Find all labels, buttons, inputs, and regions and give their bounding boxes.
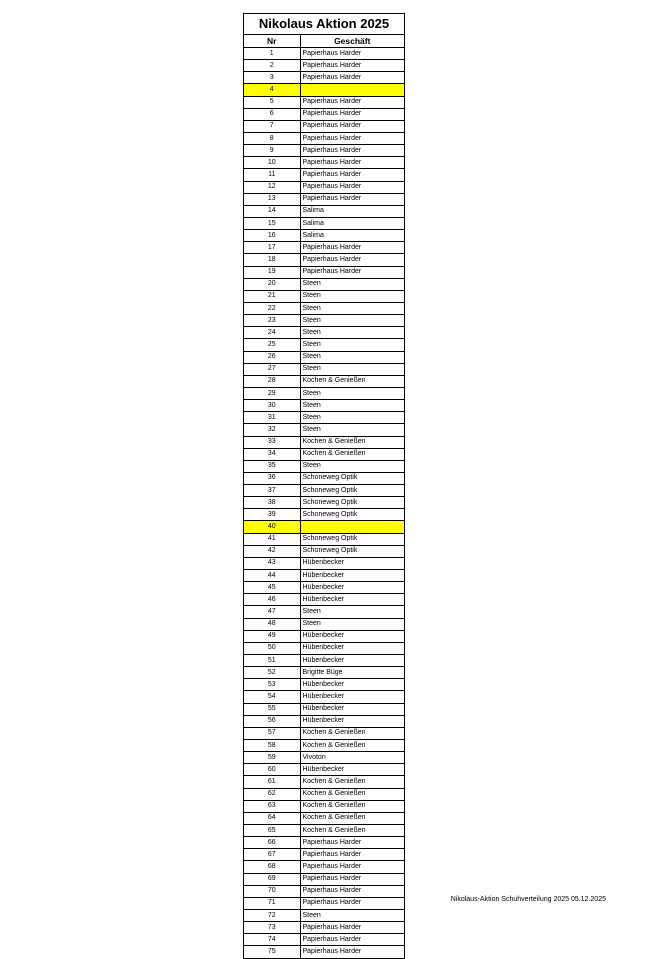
table-row bbox=[244, 533, 404, 545]
shop-name-cell: Steen bbox=[300, 618, 404, 630]
table-body bbox=[244, 48, 404, 958]
row-number-cell: 32 bbox=[244, 424, 300, 436]
shop-name-cell: Papierhaus Harder bbox=[300, 849, 404, 861]
row-number-cell: 60 bbox=[244, 764, 300, 776]
shop-name-cell: Hübenbecker bbox=[300, 642, 404, 654]
shop-name-cell: Brigitte Büge bbox=[300, 667, 404, 679]
shop-name-cell: Steen bbox=[300, 339, 404, 351]
shop-name-cell: Schoneweg Optik bbox=[300, 497, 404, 509]
table-row bbox=[244, 120, 404, 132]
shop-name-cell: Papierhaus Harder bbox=[300, 897, 404, 909]
row-number-cell: 18 bbox=[244, 254, 300, 266]
table-row bbox=[244, 387, 404, 399]
sheet-title: Nikolaus Aktion 2025 bbox=[244, 14, 404, 35]
shop-name-cell: Vivoton bbox=[300, 752, 404, 764]
table-row bbox=[244, 242, 404, 254]
table-row bbox=[244, 460, 404, 472]
table-row bbox=[244, 400, 404, 412]
shop-name-cell: Papierhaus Harder bbox=[300, 145, 404, 157]
table-row bbox=[244, 448, 404, 460]
row-number-cell: 44 bbox=[244, 570, 300, 582]
row-number-cell: 38 bbox=[244, 497, 300, 509]
column-header-shop: Geschäft bbox=[300, 35, 404, 48]
row-number-cell: 8 bbox=[244, 132, 300, 144]
table-row bbox=[244, 715, 404, 727]
row-number-cell: 19 bbox=[244, 266, 300, 278]
table-row bbox=[244, 497, 404, 509]
table-row bbox=[244, 315, 404, 327]
shop-name-cell: Steen bbox=[300, 400, 404, 412]
table-row bbox=[244, 618, 404, 630]
shop-name-cell: Kochen & Genießen bbox=[300, 800, 404, 812]
table-row bbox=[244, 48, 404, 60]
shop-name-cell: Papierhaus Harder bbox=[300, 266, 404, 278]
row-number-cell: 71 bbox=[244, 897, 300, 909]
shop-name-cell: Papierhaus Harder bbox=[300, 60, 404, 72]
table-row bbox=[244, 169, 404, 181]
table-row bbox=[244, 934, 404, 946]
row-number-cell: 24 bbox=[244, 327, 300, 339]
row-number-cell: 15 bbox=[244, 217, 300, 229]
table-row bbox=[244, 205, 404, 217]
distribution-sheet bbox=[243, 13, 405, 959]
row-number-cell: 47 bbox=[244, 606, 300, 618]
row-number-cell: 20 bbox=[244, 278, 300, 290]
shop-name-cell: Steen bbox=[300, 327, 404, 339]
table-row bbox=[244, 922, 404, 934]
table-row bbox=[244, 302, 404, 314]
row-number-cell: 56 bbox=[244, 715, 300, 727]
shop-name-cell: Hübenbecker bbox=[300, 557, 404, 569]
table-row bbox=[244, 254, 404, 266]
row-number-cell: 7 bbox=[244, 120, 300, 132]
row-number-cell: 37 bbox=[244, 485, 300, 497]
table-row bbox=[244, 679, 404, 691]
shop-name-cell: Hübenbecker bbox=[300, 570, 404, 582]
shop-name-cell: Steen bbox=[300, 412, 404, 424]
table-row bbox=[244, 108, 404, 120]
table-row bbox=[244, 727, 404, 739]
shop-name-cell: Schoneweg Optik bbox=[300, 485, 404, 497]
table-row bbox=[244, 873, 404, 885]
shop-name-cell: Papierhaus Harder bbox=[300, 922, 404, 934]
table-row bbox=[244, 424, 404, 436]
table-row bbox=[244, 145, 404, 157]
table-row bbox=[244, 594, 404, 606]
shop-name-cell: Hübenbecker bbox=[300, 582, 404, 594]
row-number-cell: 45 bbox=[244, 582, 300, 594]
shop-name-cell: Hübenbecker bbox=[300, 630, 404, 642]
table-row bbox=[244, 776, 404, 788]
table-row bbox=[244, 740, 404, 752]
shop-name-cell: Papierhaus Harder bbox=[300, 861, 404, 873]
table-row bbox=[244, 363, 404, 375]
row-number-cell: 11 bbox=[244, 169, 300, 181]
shop-name-cell: Schoneweg Optik bbox=[300, 533, 404, 545]
shop-name-cell: Kochen & Genießen bbox=[300, 740, 404, 752]
row-number-cell: 14 bbox=[244, 205, 300, 217]
shop-name-cell: Papierhaus Harder bbox=[300, 72, 404, 84]
table-row bbox=[244, 278, 404, 290]
row-number-cell: 21 bbox=[244, 290, 300, 302]
shop-name-cell: Schoneweg Optik bbox=[300, 472, 404, 484]
row-number-cell: 58 bbox=[244, 740, 300, 752]
shop-name-cell: Schoneweg Optik bbox=[300, 509, 404, 521]
shop-name-cell: Steen bbox=[300, 351, 404, 363]
shop-name-cell: Steen bbox=[300, 460, 404, 472]
shop-name-cell: Kochen & Genießen bbox=[300, 788, 404, 800]
table-row bbox=[244, 351, 404, 363]
row-number-cell: 6 bbox=[244, 108, 300, 120]
shop-name-cell: Papierhaus Harder bbox=[300, 934, 404, 946]
shop-name-cell: Steen bbox=[300, 302, 404, 314]
shop-name-cell: Kochen & Genießen bbox=[300, 727, 404, 739]
shop-name-cell: Steen bbox=[300, 290, 404, 302]
table-row bbox=[244, 375, 404, 387]
row-number-cell: 40 bbox=[244, 521, 300, 533]
table-row bbox=[244, 642, 404, 654]
row-number-cell: 10 bbox=[244, 157, 300, 169]
shop-name-cell: Salima bbox=[300, 230, 404, 242]
table-row bbox=[244, 485, 404, 497]
row-number-cell: 59 bbox=[244, 752, 300, 764]
table-row bbox=[244, 582, 404, 594]
shop-name-cell: Steen bbox=[300, 424, 404, 436]
shop-name-cell: Papierhaus Harder bbox=[300, 254, 404, 266]
table-row bbox=[244, 764, 404, 776]
shop-name-cell: Hübenbecker bbox=[300, 703, 404, 715]
table-row bbox=[244, 327, 404, 339]
shop-name-cell: Kochen & Genießen bbox=[300, 448, 404, 460]
row-number-cell: 22 bbox=[244, 302, 300, 314]
row-number-cell: 70 bbox=[244, 885, 300, 897]
shop-name-cell: Hübenbecker bbox=[300, 691, 404, 703]
shop-name-cell: Papierhaus Harder bbox=[300, 108, 404, 120]
row-number-cell: 34 bbox=[244, 448, 300, 460]
column-header-nr: Nr bbox=[244, 35, 300, 48]
row-number-cell: 67 bbox=[244, 849, 300, 861]
table-row bbox=[244, 84, 404, 96]
row-number-cell: 61 bbox=[244, 776, 300, 788]
row-number-cell: 39 bbox=[244, 509, 300, 521]
table-row bbox=[244, 606, 404, 618]
row-number-cell: 68 bbox=[244, 861, 300, 873]
row-number-cell: 12 bbox=[244, 181, 300, 193]
table-row bbox=[244, 193, 404, 205]
table-row bbox=[244, 72, 404, 84]
table-row bbox=[244, 812, 404, 824]
row-number-cell: 63 bbox=[244, 800, 300, 812]
row-number-cell: 3 bbox=[244, 72, 300, 84]
shop-name-cell: Kochen & Genießen bbox=[300, 375, 404, 387]
row-number-cell: 42 bbox=[244, 545, 300, 557]
shop-name-cell bbox=[300, 521, 404, 533]
shop-name-cell: Papierhaus Harder bbox=[300, 48, 404, 60]
table-row bbox=[244, 521, 404, 533]
shop-name-cell: Steen bbox=[300, 278, 404, 290]
row-number-cell: 46 bbox=[244, 594, 300, 606]
shop-name-cell: Kochen & Genießen bbox=[300, 776, 404, 788]
row-number-cell: 62 bbox=[244, 788, 300, 800]
row-number-cell: 49 bbox=[244, 630, 300, 642]
row-number-cell: 13 bbox=[244, 193, 300, 205]
shop-name-cell: Papierhaus Harder bbox=[300, 885, 404, 897]
table-header-row bbox=[244, 35, 404, 48]
table-row bbox=[244, 132, 404, 144]
row-number-cell: 9 bbox=[244, 145, 300, 157]
distribution-table bbox=[244, 35, 404, 958]
shop-name-cell: Papierhaus Harder bbox=[300, 132, 404, 144]
table-row bbox=[244, 849, 404, 861]
row-number-cell: 26 bbox=[244, 351, 300, 363]
row-number-cell: 33 bbox=[244, 436, 300, 448]
row-number-cell: 65 bbox=[244, 825, 300, 837]
shop-name-cell: Hübenbecker bbox=[300, 594, 404, 606]
shop-name-cell: Steen bbox=[300, 315, 404, 327]
table-row bbox=[244, 691, 404, 703]
row-number-cell: 23 bbox=[244, 315, 300, 327]
shop-name-cell: Steen bbox=[300, 363, 404, 375]
row-number-cell: 53 bbox=[244, 679, 300, 691]
table-row bbox=[244, 655, 404, 667]
table-row bbox=[244, 545, 404, 557]
table-row bbox=[244, 909, 404, 921]
shop-name-cell: Papierhaus Harder bbox=[300, 181, 404, 193]
shop-name-cell: Hübenbecker bbox=[300, 655, 404, 667]
shop-name-cell: Papierhaus Harder bbox=[300, 157, 404, 169]
table-row bbox=[244, 96, 404, 108]
shop-name-cell: Papierhaus Harder bbox=[300, 837, 404, 849]
page-footer: Nikolaus-Aktion Schuhverteilung 2025 05.12.2025 bbox=[450, 896, 606, 903]
shop-name-cell: Papierhaus Harder bbox=[302, 947, 362, 955]
row-number-cell: 74 bbox=[244, 934, 300, 946]
row-number-cell: 73 bbox=[244, 922, 300, 934]
row-number-cell: 72 bbox=[244, 909, 300, 921]
table-row bbox=[244, 570, 404, 582]
row-number-cell: 41 bbox=[244, 533, 300, 545]
row-number-cell: 43 bbox=[244, 557, 300, 569]
shop-name-cell: Salima bbox=[300, 217, 404, 229]
table-row bbox=[244, 290, 404, 302]
shop-name-cell: Steen bbox=[300, 909, 404, 921]
shop-name-cell: Kochen & Genießen bbox=[300, 825, 404, 837]
shop-name-cell: Papierhaus Harder bbox=[300, 873, 404, 885]
shop-name-cell: Papierhaus Harder bbox=[300, 242, 404, 254]
table-row bbox=[244, 630, 404, 642]
shop-name-cell: Papierhaus Harder bbox=[300, 120, 404, 132]
row-number-cell: 51 bbox=[244, 655, 300, 667]
row-number-cell: 50 bbox=[244, 642, 300, 654]
shop-name-cell: Papierhaus Harder bbox=[300, 96, 404, 108]
row-number-cell: 17 bbox=[244, 242, 300, 254]
row-number-cell: 36 bbox=[244, 472, 300, 484]
row-number-cell: 4 bbox=[244, 84, 300, 96]
table-row bbox=[244, 230, 404, 242]
shop-name-cell: Kochen & Genießen bbox=[300, 436, 404, 448]
row-number-cell: 31 bbox=[244, 412, 300, 424]
table-row bbox=[244, 181, 404, 193]
row-number-cell: 5 bbox=[244, 96, 300, 108]
shop-name-cell: Papierhaus Harder bbox=[300, 193, 404, 205]
row-number-cell: 54 bbox=[244, 691, 300, 703]
row-number-cell: 28 bbox=[244, 375, 300, 387]
table-row bbox=[244, 837, 404, 849]
row-number-cell: 57 bbox=[244, 727, 300, 739]
table-row bbox=[244, 436, 404, 448]
row-number-cell: 2 bbox=[244, 60, 300, 72]
table-row bbox=[244, 412, 404, 424]
row-number-cell: 75 bbox=[244, 946, 300, 958]
row-number-cell: 48 bbox=[244, 618, 300, 630]
table-row bbox=[244, 60, 404, 72]
table-row bbox=[244, 703, 404, 715]
shop-name-cell: Hübenbecker bbox=[300, 715, 404, 727]
table-row bbox=[244, 472, 404, 484]
row-number-cell: 25 bbox=[244, 339, 300, 351]
row-number-cell: 66 bbox=[244, 837, 300, 849]
table-row bbox=[244, 861, 404, 873]
row-number-cell: 52 bbox=[244, 667, 300, 679]
row-number-cell: 35 bbox=[244, 460, 300, 472]
shop-name-cell: Salima bbox=[300, 205, 404, 217]
row-number-cell: 27 bbox=[244, 363, 300, 375]
shop-name-cell: Steen bbox=[300, 606, 404, 618]
shop-name-cell: Papierhaus Harder bbox=[300, 169, 404, 181]
table-row bbox=[244, 885, 404, 897]
row-number-cell: 30 bbox=[244, 400, 300, 412]
table-row bbox=[244, 800, 404, 812]
table-row bbox=[244, 825, 404, 837]
row-number-cell: 55 bbox=[244, 703, 300, 715]
table-row bbox=[244, 157, 404, 169]
row-number-cell: 29 bbox=[244, 387, 300, 399]
table-row bbox=[244, 266, 404, 278]
row-number-cell: 69 bbox=[244, 873, 300, 885]
table-row bbox=[244, 217, 404, 229]
table-row bbox=[244, 788, 404, 800]
shop-name-cell: Hübenbecker bbox=[300, 764, 404, 776]
table-row bbox=[244, 897, 404, 909]
row-number-cell: 16 bbox=[244, 230, 300, 242]
row-number-cell: 64 bbox=[244, 812, 300, 824]
table-row bbox=[244, 509, 404, 521]
shop-name-cell: Kochen & Genießen bbox=[300, 812, 404, 824]
row-number-cell: 1 bbox=[244, 48, 300, 60]
table-row bbox=[244, 946, 404, 958]
table-row bbox=[244, 667, 404, 679]
shop-name-cell: Hübenbecker bbox=[300, 679, 404, 691]
table-row bbox=[244, 557, 404, 569]
table-row bbox=[244, 752, 404, 764]
table-row bbox=[244, 339, 404, 351]
shop-name-cell: Schoneweg Optik bbox=[300, 545, 404, 557]
shop-name-cell bbox=[300, 84, 404, 96]
shop-name-cell: Steen bbox=[300, 387, 404, 399]
